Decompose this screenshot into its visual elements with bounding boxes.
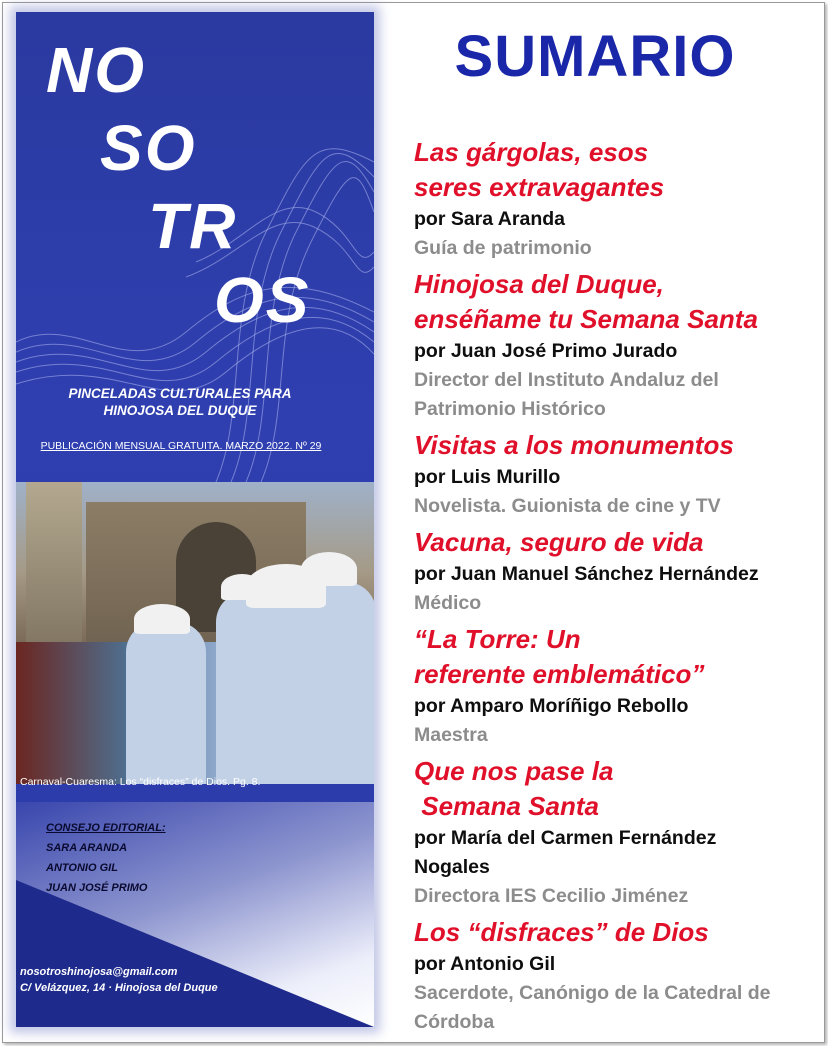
contact-address: C/ Velázquez, 14 · Hinojosa del Duque	[20, 982, 218, 994]
summary-entry	[414, 267, 819, 424]
article-author: por María del Carmen Fernández Nogales	[414, 827, 717, 878]
council-member: JUAN JOSÉ PRIMO	[46, 882, 148, 894]
summary-entry	[414, 135, 819, 263]
article-author: por Juan José Primo Jurado	[414, 340, 678, 362]
masthead-line-2: SO	[100, 112, 197, 184]
contact-email: nosotroshinojosa@gmail.com	[20, 966, 178, 978]
article-author: por Juan Manuel Sánchez Hernández	[414, 563, 759, 585]
photo-caption: Carnaval-Cuaresma: Los “disfraces” de Dios. Pg. 8.	[20, 776, 261, 788]
author-role: Directora IES Cecilio Jiménez	[414, 885, 689, 907]
photo-figure	[126, 622, 206, 784]
author-role: Novelista. Guionista de cine y TV	[414, 495, 721, 517]
summary-entry	[414, 428, 819, 521]
tagline-line-2: HINOJOSA DEL DUQUE	[103, 403, 257, 418]
article-title: Que nos pase la Semana Santa	[414, 756, 614, 821]
photo-hat	[301, 552, 357, 586]
summary-list	[414, 135, 819, 1041]
photo-tower	[26, 482, 82, 662]
article-author: por Amparo Moríñigo Rebollo	[414, 695, 689, 717]
cover-tagline	[20, 385, 340, 419]
author-role: Director del Instituto Andaluz del Patrimonio Histórico	[414, 369, 719, 420]
council-member: ANTONIO GIL	[46, 862, 118, 874]
masthead-line-1: NO	[46, 34, 146, 106]
council-member: SARA ARANDA	[46, 842, 128, 854]
summary-entry	[414, 754, 819, 911]
photo-figure	[306, 582, 374, 784]
photo-hat	[221, 574, 263, 600]
masthead-line-4: OS	[214, 264, 311, 336]
article-title: Los “disfraces” de Dios	[414, 917, 709, 947]
photo-hat	[134, 604, 190, 634]
article-author: por Luis Murillo	[414, 466, 561, 488]
article-author: por Sara Aranda	[414, 208, 565, 230]
author-role: Guía de patrimonio	[414, 237, 592, 259]
publication-info: PUBLICACIÓN MENSUAL GRATUITA. MARZO 2022. Nº 29	[40, 440, 322, 452]
council-heading: CONSEJO EDITORIAL:	[46, 822, 166, 834]
author-role: Maestra	[414, 724, 488, 746]
editorial-council	[46, 818, 166, 898]
summary-entry	[414, 915, 819, 1037]
tagline-line-1: PINCELADAS CULTURALES PARA	[68, 386, 292, 401]
article-title: Vacuna, seguro de vida	[414, 527, 704, 557]
summary-entry	[414, 525, 819, 618]
cover-photo	[16, 482, 374, 784]
summary-entry	[414, 622, 819, 750]
author-role: Sacerdote, Canónigo de la Catedral de Córdoba	[414, 982, 771, 1033]
article-author: por Antonio Gil	[414, 953, 556, 975]
author-role: Médico	[414, 592, 482, 614]
article-title: Hinojosa del Duque, enséñame tu Semana Santa	[414, 269, 758, 334]
article-title: “La Torre: Un referente emblemático”	[414, 624, 705, 689]
article-title: Visitas a los monumentos	[414, 430, 734, 460]
masthead-line-3: TR	[148, 190, 238, 262]
cover-contact	[20, 964, 218, 996]
article-title: Las gárgolas, esos seres extravagantes	[414, 137, 665, 202]
summary-title: SUMARIO	[454, 24, 736, 89]
